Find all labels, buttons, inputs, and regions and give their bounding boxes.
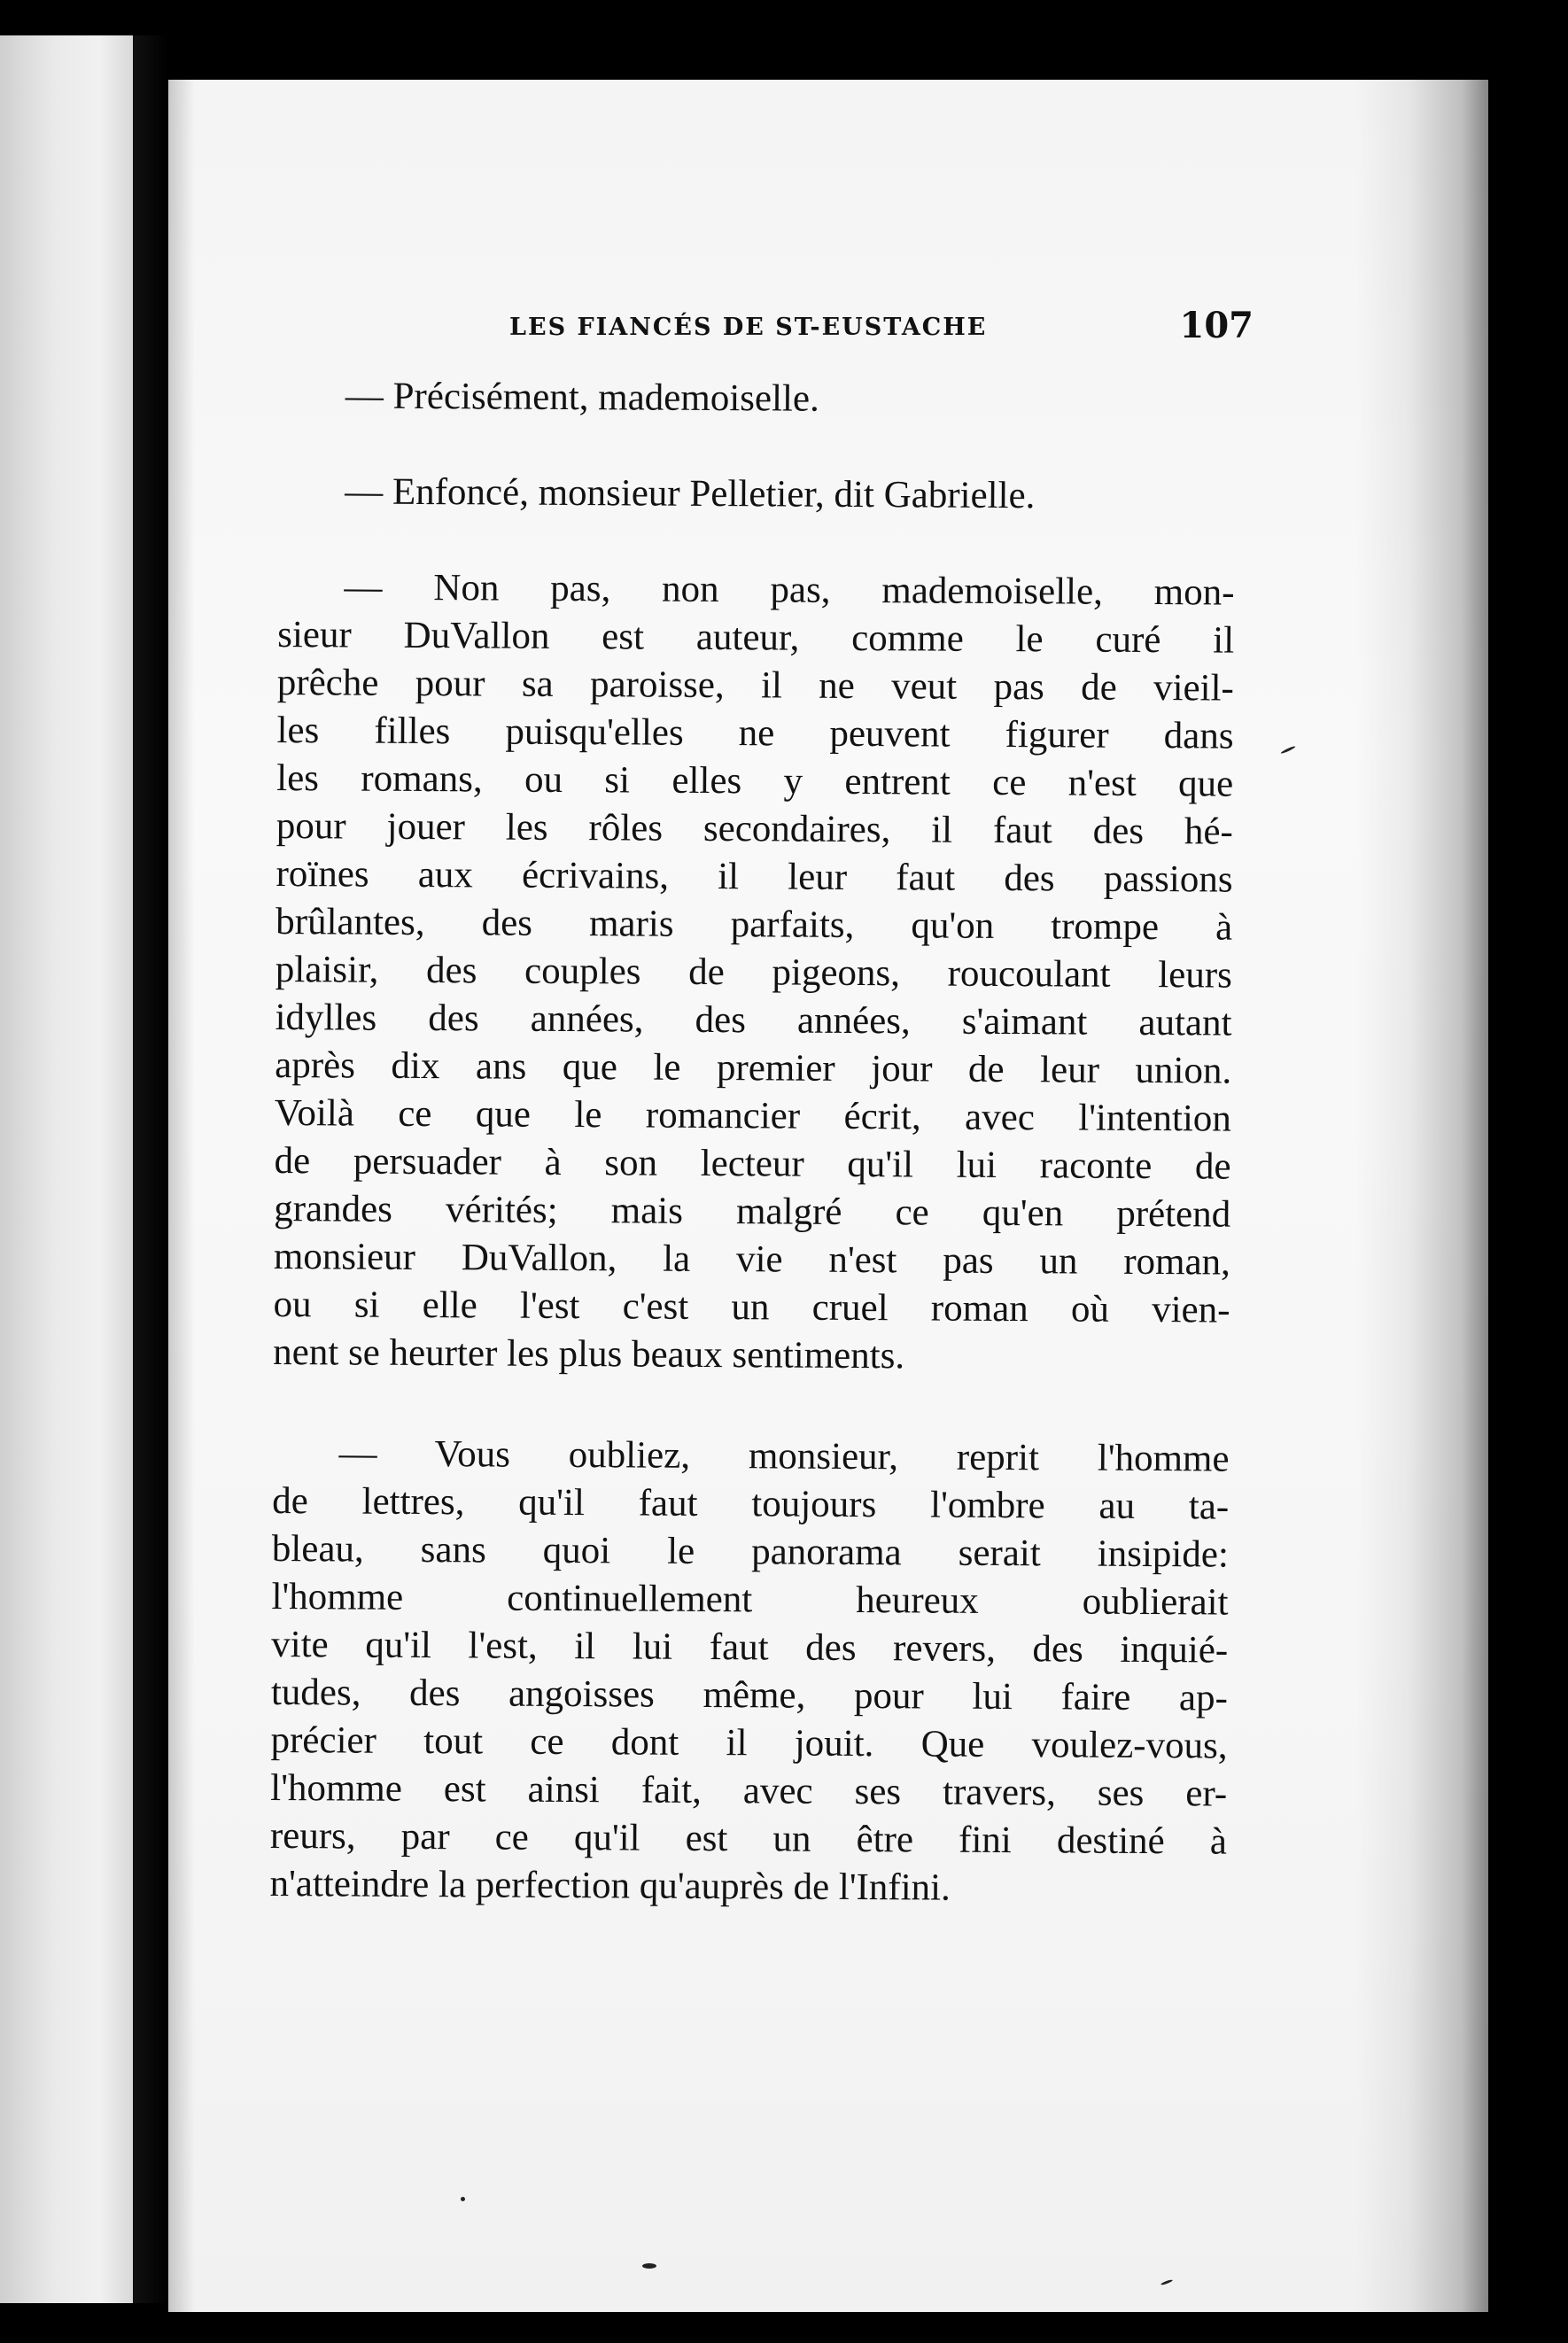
text-line: monsieur DuVallon, la vie n'est pas un roman, [273, 1235, 1231, 1284]
text-line: bleau, sans quoi le panorama serait insipide: [271, 1527, 1230, 1576]
text-line: brûlantes, des maris parfaits, qu'on trompe à [276, 900, 1233, 949]
running-header-title: LES FIANCÉS DE ST-EUSTACHE [509, 314, 988, 341]
page-gutter-shade [1355, 80, 1488, 2312]
text-line: pour jouer les rôles secondaires, il faut des hé- [276, 804, 1233, 853]
text-line: — Précisément, mademoiselle. [345, 375, 819, 420]
dialogue-paragraph [279, 372, 1236, 426]
dialogue-paragraph [269, 1430, 1229, 1914]
dialogue-paragraph [273, 563, 1235, 1383]
text-line: Voilà ce que le romancier écrit, avec l'intention [274, 1091, 1232, 1140]
text-line: — Vous oubliez, monsieur, reprit l'homme [338, 1432, 1230, 1480]
text-line: de lettres, qu'il faut toujours l'ombre au ta- [272, 1479, 1230, 1528]
text-line: les romans, ou si elles y entrent ce n'est que [276, 756, 1234, 805]
text-line: idylles des années, des années, s'aimant autant [275, 996, 1232, 1044]
text-line: tudes, des angoisses même, pour lui faire ap- [270, 1671, 1229, 1719]
text-line: vite qu'il l'est, il lui faut des revers, des inquié- [271, 1623, 1229, 1672]
dialogue-paragraph [278, 468, 1235, 522]
scan-speck [461, 2197, 465, 2201]
text-line: plaisir, des couples de pigeons, roucoulant leurs [275, 948, 1233, 997]
page-left-shade [168, 80, 195, 2312]
text-line: — Non pas, non pas, mademoiselle, mon- [344, 566, 1235, 614]
binding-shadow [133, 35, 168, 2303]
text-line: grandes vérités; mais malgré ce qu'en prétend [274, 1187, 1231, 1236]
previous-page-edge [0, 35, 133, 2303]
page-number: 107 [1179, 305, 1254, 346]
text-line: prêche pour sa paroisse, il ne veut pas de vieil- [276, 661, 1234, 710]
text-line: reurs, par ce qu'il est un être fini destiné à [269, 1814, 1228, 1863]
text-line: nent se heurter les plus beaux sentiments. [273, 1331, 905, 1377]
body-text [269, 372, 1236, 1914]
text-line: sieur DuVallon est auteur, comme le curé il [277, 613, 1235, 662]
text-line: — Enfoncé, monsieur Pelletier, dit Gabrielle. [345, 470, 1036, 517]
text-line: n'atteindre la perfection qu'auprès de l'Infini. [269, 1862, 951, 1909]
text-line: ou si elle l'est c'est un cruel roman où vien- [273, 1283, 1230, 1331]
scan-speck [642, 2263, 656, 2269]
text-line: roïnes aux écrivains, il leur faut des passions [276, 852, 1233, 901]
text-line: les filles puisqu'elles ne peuvent figurer dans [276, 709, 1234, 757]
running-header [350, 301, 1254, 354]
text-line: l'homme continuellement heureux oublierait [271, 1575, 1229, 1624]
text-line: après dix ans que le premier jour de leur union. [275, 1043, 1232, 1092]
text-line: l'homme est ainsi fait, avec ses travers, ses er- [270, 1766, 1228, 1815]
text-line: précier tout ce dont il jouit. Que voulez-vous, [270, 1718, 1228, 1767]
text-line: de persuader à son lecteur qu'il lui raconte de [274, 1139, 1231, 1188]
